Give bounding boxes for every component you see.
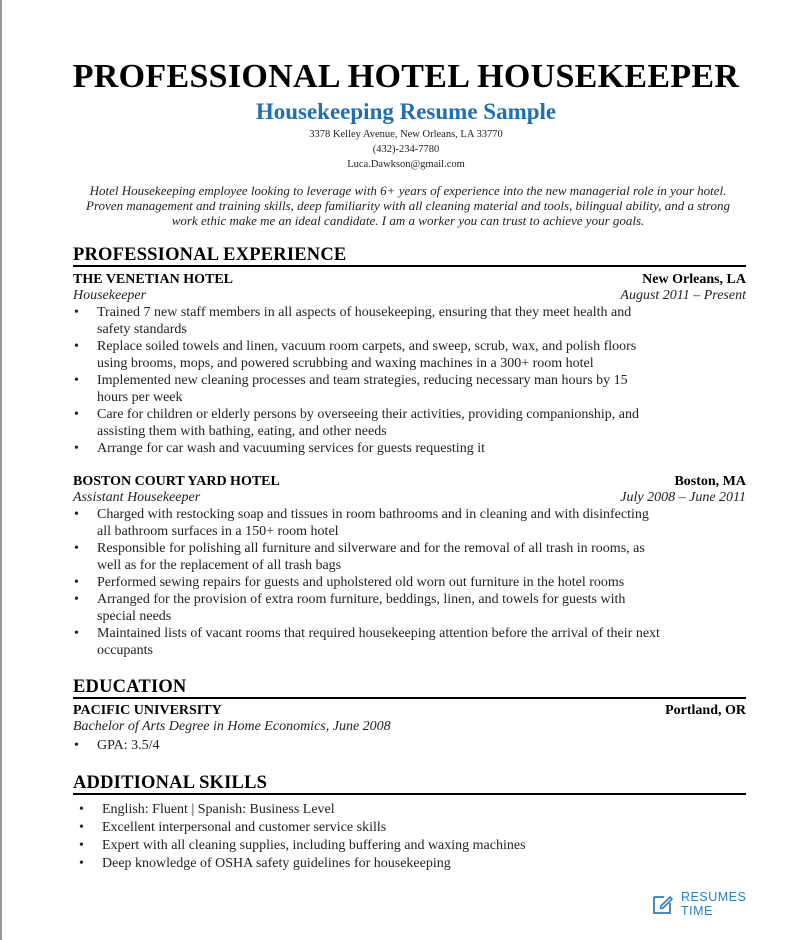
bullet-text: Charged with restocking soap and tissues in room bathrooms and in cleaning and with disinfecting xyxy=(97,507,649,522)
pencil-in-square-icon xyxy=(651,892,675,916)
bullet-dot-icon: • xyxy=(74,541,79,556)
bullet-text-continued: special needs xyxy=(97,609,172,624)
resume-subtitle: Housekeeping Resume Sample xyxy=(255,99,557,124)
job-bullet-list xyxy=(73,304,683,457)
bullet-dot-icon: • xyxy=(74,339,79,354)
job-location: Boston, MA xyxy=(674,474,746,489)
list-item xyxy=(78,801,638,819)
skills-heading: ADDITIONAL SKILLS xyxy=(73,773,268,793)
bullet-text: English: Fluent | Spanish: Business Level xyxy=(102,802,335,817)
bullet-dot-icon: • xyxy=(74,592,79,607)
bullet-text-continued: all bathroom surfaces in a 150+ room hotel xyxy=(97,524,339,539)
job-bullet-list xyxy=(73,506,683,659)
summary-paragraph xyxy=(60,183,756,228)
bullet-text: Excellent interpersonal and customer service skills xyxy=(102,820,387,835)
job-dates: August 2011 – Present xyxy=(620,288,746,303)
bullet-text-continued: well as for the replacement of all trash bags xyxy=(97,558,342,573)
bullet-dot-icon: • xyxy=(74,738,79,753)
bullet-text: Care for children or elderly persons by overseeing their activities, providing companionship, and xyxy=(97,407,639,422)
bullet-dot-icon: • xyxy=(79,820,84,835)
bullet-dot-icon: • xyxy=(74,373,79,388)
list-item xyxy=(78,855,638,873)
bullet-dot-icon: • xyxy=(74,441,79,456)
section-divider xyxy=(73,793,746,795)
summary-line: work ethic make me an ideal candidate. I am a worker you can trust to achieve your goals. xyxy=(171,213,645,228)
summary-line: Proven management and training skills, deep familiarity with all cleaning material and tools, bilingual ability, and a strong xyxy=(86,198,730,213)
job-employer: BOSTON COURT YARD HOTEL xyxy=(73,474,280,489)
list-item xyxy=(73,540,683,574)
bullet-text-continued: hours per week xyxy=(97,390,183,405)
school-location: Portland, OR xyxy=(665,703,746,718)
list-item xyxy=(78,837,638,855)
job-employer: THE VENETIAN HOTEL xyxy=(73,272,234,287)
list-item xyxy=(73,304,683,338)
bullet-dot-icon: • xyxy=(79,802,84,817)
bullet-text: Implemented new cleaning processes and team strategies, reducing necessary man hours by 15 xyxy=(97,373,628,388)
logo-line: RESUMES xyxy=(681,890,747,904)
school-name: PACIFIC UNIVERSITY xyxy=(73,703,222,718)
logo-line: TIME xyxy=(681,904,713,918)
bullet-dot-icon: • xyxy=(79,838,84,853)
bullet-text: Arrange for car wash and vacuuming services for guests requesting it xyxy=(97,441,485,456)
bullet-dot-icon: • xyxy=(74,305,79,320)
page-edge-line xyxy=(0,0,2,940)
bullet-text: Arranged for the provision of extra room furniture, beddings, linen, and towels for guests with xyxy=(97,592,626,607)
list-item xyxy=(73,338,683,372)
job-dates: July 2008 – June 2011 xyxy=(620,490,746,505)
bullet-text: Deep knowledge of OSHA safety guidelines for housekeeping xyxy=(102,856,451,871)
bullet-text: Trained 7 new staff members in all aspects of housekeeping, ensuring that they meet health and xyxy=(97,305,632,320)
bullet-text: Maintained lists of vacant rooms that required housekeeping attention before the arrival of their next xyxy=(97,626,660,641)
list-item xyxy=(73,372,683,406)
bullet-text: Performed sewing repairs for guests and upholstered old worn out furniture in the hotel rooms xyxy=(97,575,625,590)
bullet-dot-icon: • xyxy=(74,507,79,522)
list-item xyxy=(73,591,683,625)
job-location: New Orleans, LA xyxy=(642,272,746,287)
list-item xyxy=(73,440,683,457)
list-item xyxy=(73,406,683,440)
contact-address: 3378 Kelley Avenue, New Orleans, LA 33770 xyxy=(309,129,503,140)
bullet-text-continued: using brooms, mops, and powered scrubbing and waxing machines in a 300+ room hotel xyxy=(97,356,594,371)
summary-line: Hotel Housekeeping employee looking to leverage with 6+ years of experience into the new managerial role in your hotel. xyxy=(89,183,727,198)
list-item xyxy=(73,625,683,659)
skills-bullet-list xyxy=(78,801,638,873)
list-item xyxy=(78,819,638,837)
bullet-dot-icon: • xyxy=(79,856,84,871)
list-item xyxy=(73,574,683,591)
resume-title: PROFESSIONAL HOTEL HOUSEKEEPER xyxy=(72,58,740,95)
list-item xyxy=(73,506,683,540)
list-item xyxy=(73,737,683,754)
bullet-dot-icon: • xyxy=(74,626,79,641)
bullet-text-continued: assisting them with bathing, eating, and other needs xyxy=(97,424,387,439)
education-bullet-list xyxy=(73,737,683,754)
bullet-text: GPA: 3.5/4 xyxy=(97,738,160,753)
degree: Bachelor of Arts Degree in Home Economics, June 2008 xyxy=(73,719,391,734)
bullet-dot-icon: • xyxy=(74,575,79,590)
job-role: Housekeeper xyxy=(73,288,147,303)
bullet-text: Replace soiled towels and linen, vacuum room carpets, and sweep, scrub, wax, and polish floors xyxy=(97,339,637,354)
job-role: Assistant Housekeeper xyxy=(73,490,201,505)
logo-text xyxy=(681,890,746,918)
contact-phone: (432)-234-7780 xyxy=(372,144,440,155)
experience-heading: PROFESSIONAL EXPERIENCE xyxy=(73,245,347,265)
section-divider xyxy=(73,265,746,267)
bullet-dot-icon: • xyxy=(74,407,79,422)
bullet-text: Responsible for polishing all furniture and silverware and for the removal of all trash in rooms, as xyxy=(97,541,645,556)
bullet-text-continued: occupants xyxy=(97,643,153,658)
bullet-text: Expert with all cleaning supplies, including buffering and waxing machines xyxy=(102,838,526,853)
bullet-text-continued: safety standards xyxy=(97,322,187,337)
contact-email: Luca.Dawkson@gmail.com xyxy=(347,159,465,170)
education-heading: EDUCATION xyxy=(73,677,187,697)
resumes-time-logo xyxy=(651,886,771,922)
section-divider xyxy=(73,697,746,699)
